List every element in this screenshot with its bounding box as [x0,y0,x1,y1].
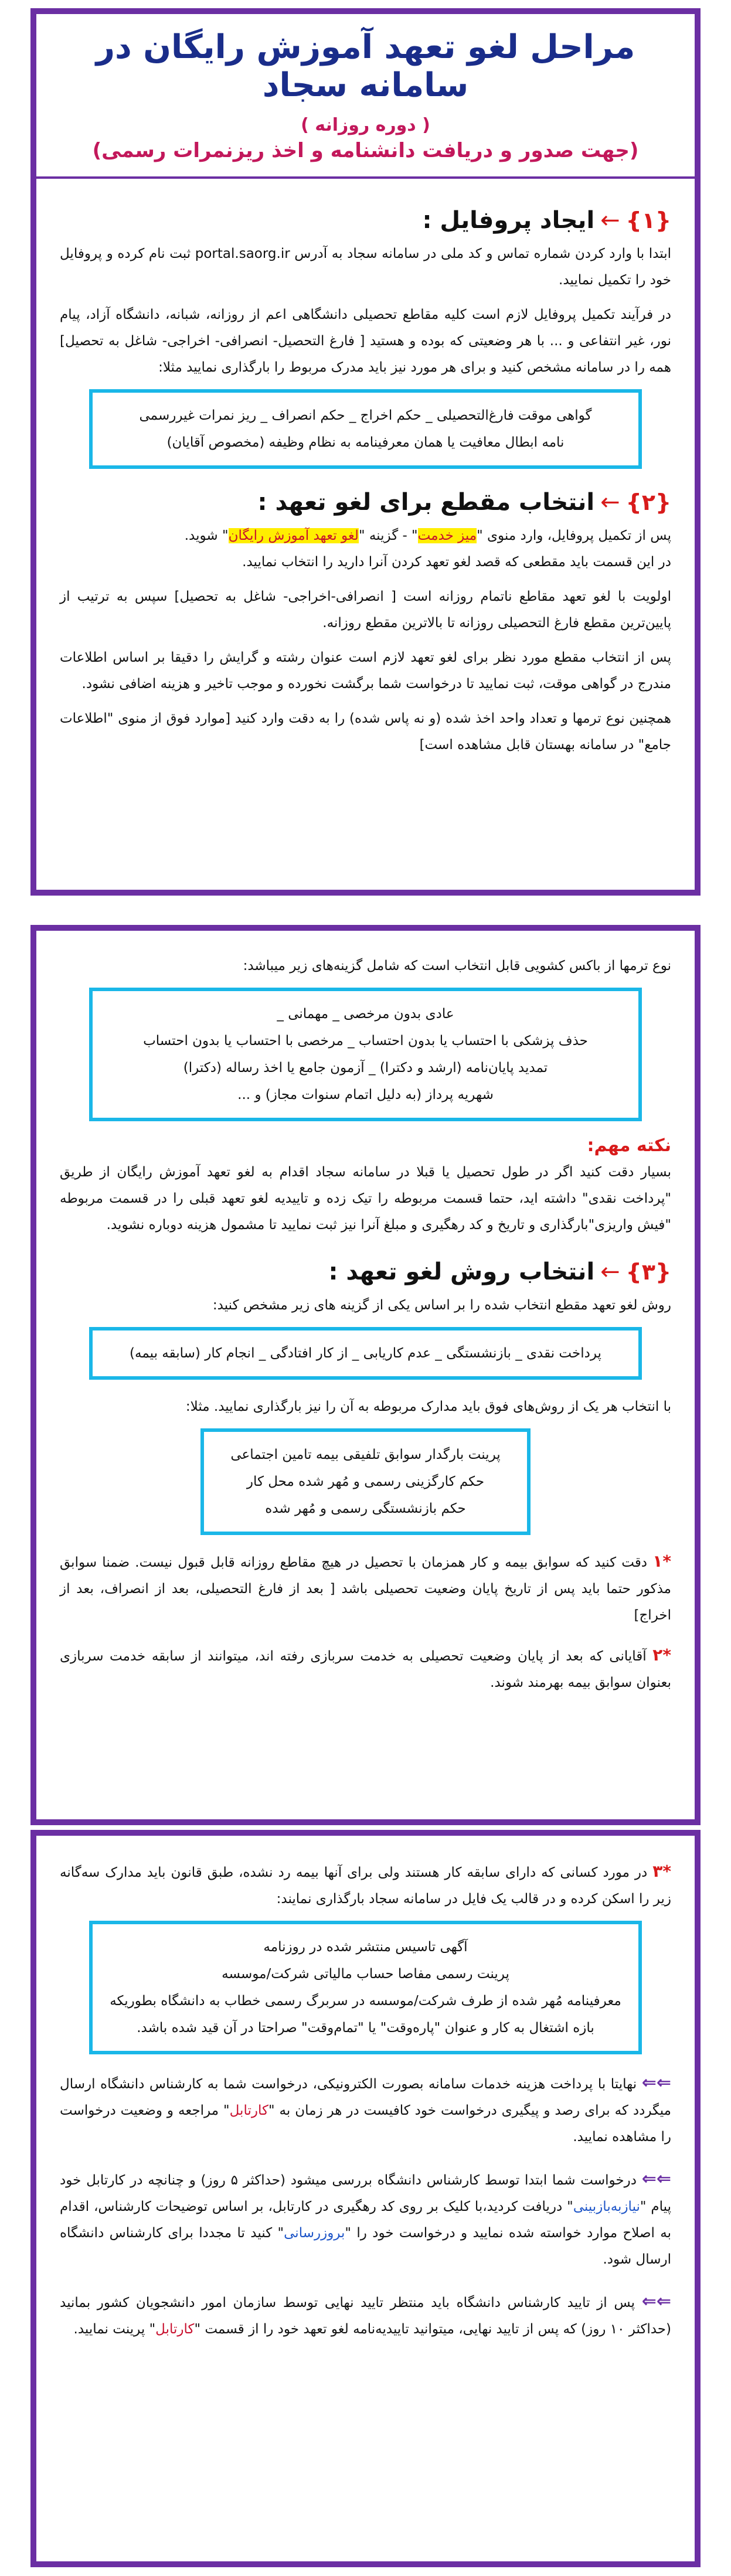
double-arrow-left-icon: ⇐⇐ [641,2291,672,2312]
step2-paragraph-2: اولویت با لغو تعهد مقاطع ناتمام روزانه است [ انصرافی-اخراجی- شاغل به تحصیل] سپس به ترتیب از پایین‌ترین مقطع فارغ التحصیلی روزانه تا بالاترین مقطع روزانه. [60,589,671,631]
text-fragment: " دریافت کردید،با کلیک بر روی کد رهگیری در کارتابل، بر اساس توضیحات کارشناس، اقدام به اصلاح موارد خواسته شده نمایید و درخواست خود را " [60,2199,671,2241]
step2-title: انتخاب مقطع برای لغو تعهد : [257,489,595,516]
arrow-left-icon: ← [600,207,620,234]
menu-name-highlight: میز خدمت [417,528,477,543]
method-doc-line: حکم بازنشستگی رسمی و مُهر شده [265,1501,466,1516]
method-doc-line: پرینت بارگدار سوابق تلفیقی بیمه تامین اجتماعی [230,1447,501,1462]
doc-line: نامه ابطال معافیت یا همان معرفینامه به نظام وظیفه (مخصوص آقایان) [166,435,565,450]
needs-review-text: نیازبه‌بازبینی [573,2199,640,2214]
text-fragment: نهایتا با پرداخت هزینه خدمات سامانه بصورت الکترونیکی، درخواست شما به کارشناس دانشگاه ارسال میگردد که برای رصد و پیگیری درخواست خود کافیست در هر زمان به " [60,2077,671,2118]
subtitle-period: ( دوره روزانه ) [301,115,430,135]
methods-line: پرداخت نقدی _ بازنشستگی _ عدم کاریابی _ از کار افتادگی _ انجام کار (سابقه بیمه) [130,1346,601,1361]
panel-terms [30,925,701,1825]
option-name-highlight: لغو تعهد آموزش رایگان [228,528,359,543]
step2-paragraph-1b: در این قسمت باید مقطعی که قصد لغو تعهد کردن آنرا دارید را انتخاب نمایید. [242,554,671,570]
step3-paragraph-2: با انتخاب هر یک از روش‌های فوق باید مدارک مربوطه به آن را نیز بارگذاری نمایید. مثلا: [185,1399,671,1414]
step2-paragraph-1 [60,523,671,576]
methods-box [89,1327,642,1380]
term-line: عادی بدون مرخصی _ مهمانی _ [277,1006,454,1022]
important-note-text: بسیار دقت کنید اگر در طول تحصیل یا قبلا در سامانه سجاد اقدام به لغو تعهد آموزش رایگان از طریق "پرداخت نقدی" داشته اید، حتما قسمت مربوطه را تیک زده و تاییدیه لغو تعهد قبلی را در قسمت مربوطه "فیش واریزی"بارگذاری و تاریخ و کد رهگیری و مبلغ آنرا نیز ثبت نمایید تا مشمول هزینه دوباره نشوید. [60,1165,671,1233]
method-doc-line: حکم کارگزینی رسمی و مُهر شده محل کار [246,1474,485,1489]
term-types-box [89,988,642,1121]
step1-heading [60,207,671,234]
doc-line: گواهی موقت فارغ‌التحصیلی _ حکم اخراج _ حکم انصراف _ ریز نمرات غیررسمی [139,408,592,423]
text-fragment: " شوید. [184,528,229,543]
panel2-content [36,931,695,1696]
text-fragment: " کنید تا مجددا برای کارشناس دانشگاه ارسال شود. [60,2225,671,2267]
term-types-intro: نوع ترمها از باکس کشویی قابل انتخاب است که شامل گزینه‌های زیر میباشد: [243,958,671,974]
star-note-3 [60,1858,671,1913]
final-step-2 [60,2166,671,2273]
cartable-link-text: کارتابل [229,2103,268,2118]
step3-number: {۳} [625,1259,671,1285]
star-note-1-text: دقت کنید که سوابق بیمه و کار همزمان با تحصیل در هیچ مقاطع روزانه قابل قبول نیست. ضمنا سوابق مذکور حتما باید پس از تاریخ پایان وضعیت تحصیلی باشد [ بعد از فارغ التحصیلی، بعد از انصراف، بعد از اخراج] [60,1555,671,1623]
panel3-content [36,1836,695,2343]
step2-number: {۲} [625,489,671,515]
step3-title: انتخاب روش لغو تعهد : [328,1258,595,1285]
star-note-2-text: آقایانی که بعد از پایان وضعیت تحصیلی به خدمت سربازی رفته اند، میتوانند از سابقه خدمت سربازی بعنوان سوابق بیمه بهرمند شوند. [60,1649,671,1690]
arrow-left-icon: ← [600,1258,620,1285]
step1-documents-box [89,389,642,469]
text-fragment: " - گزینه " [358,528,418,543]
step2-paragraph-3: پس از انتخاب مقطع مورد نظر برای لغو تعهد لازم است عنوان رشته و گرایش را دقیقا بر اساس اطلاعات مندرج در گواهی موقت، ثبت نمایید تا درخواست شما برگشت نخورده و موجب تاخیر و هزینه اضافی نشود. [60,650,671,692]
step3-heading [60,1258,671,1285]
double-arrow-left-icon: ⇐⇐ [641,2169,672,2189]
work-doc-line: آگهی تاسیس منتشر شده در روزنامه [263,1939,468,1955]
term-line: شهریه پرداز (به دلیل اتمام سنوات مجاز) و ... [237,1087,494,1102]
work-doc-line: معرفینامه مُهر شده از طرف شرکت/موسسه در سربرگ رسمی خطاب به دانشگاه بطوریکه [110,1993,621,2009]
term-line: تمدید پایان‌نامه (ارشد و دکترا) _ آزمون جامع یا اخذ رساله (دکترا) [183,1060,548,1076]
term-line: حذف پزشکی با احتساب یا بدون احتساب _ مرخصی با احتساب یا بدون احتساب [143,1033,588,1049]
star-note-1 [60,1548,671,1629]
step1-content [36,179,695,758]
final-step-3 [60,2288,671,2343]
update-text: بروزرسانی [284,2225,345,2241]
star-note-3-text: در مورد کسانی که دارای سابقه کار هستند ولی برای آنها بیمه رد نشده، طبق قانون باید مدارک سه‌گانه زیر را اسکن کرده و در قالب یک فایل در سامانه سجاد بارگذاری نمایند: [60,1865,671,1907]
title-box [36,14,695,179]
panel-final [30,1830,701,2567]
method-docs-box [200,1428,531,1535]
star-note-1-number: *۱ [652,1551,671,1571]
text-fragment: " پرینت نمایید. [73,2322,156,2337]
double-arrow-left-icon: ⇐⇐ [641,2073,672,2093]
step1-number: {۱} [625,207,671,233]
step2-paragraph-4: همچنین نوع ترمها و تعداد واحد اخذ شده (و نه پاس شده) را به دقت وارد کنید [موارد فوق از منوی "اطلاعات جامع" در سامانه بهستان قابل مشاهده است] [60,711,671,753]
work-doc-line: بازه اشتغال به کار و عنوان "پاره‌وقت" یا "تمام‌وقت" صراحتا در آن قید شده باشد. [137,2020,594,2036]
star-note-3-number: *۳ [652,1862,671,1881]
text-fragment: درخواست شما ابتدا توسط کارشناس دانشگاه بررسی میشود (حداکثر ۵ روز) و چنانچه در کارتابل خود پیام " [60,2173,671,2214]
step1-paragraph-2: در فرآیند تکمیل پروفایل لازم است کلیه مقاطع تحصیلی دانشگاهی اعم از روزانه، شبانه، دانشگاه آزاد، پیام نور، غیر انتفاعی و ... با هر وضعیتی که بوده و هستید [ فارغ التحصیل- انصرافی- اخراجی- شاغل به تحصیل] همه را در سامانه مشخص کنید و برای هر مورد نیز باید مدرک مربوط را بارگذاری نمایید مثلا: [60,307,671,375]
cartable-link-text: کارتابل [155,2322,195,2337]
text-fragment: " مراجعه و وضعیت درخواست را مشاهده نمایید. [60,2103,671,2145]
step3-intro: روش لغو تعهد مقطع انتخاب شده را بر اساس یکی از گزینه های زیر مشخص کنید: [212,1298,671,1313]
star-note-2-number: *۲ [652,1645,672,1665]
text-fragment: پس از تایید کارشناس دانشگاه باید منتظر تایید نهایی توسط سازمان امور دانشجویان کشور بمانید (حداکثر ۱۰ روز) که پس از تایید نهایی، میتوانید تاییدیه‌نامه لغو تعهد خود را از قسمت " [60,2295,671,2337]
work-doc-line: پرینت رسمی مفاصا حساب مالیاتی شرکت/موسسه [222,1966,509,1982]
star-note-2 [60,1642,671,1696]
page-title: مراحل لغو تعهد آموزش رایگان در سامانه سجاد [96,28,635,104]
work-docs-box [89,1921,642,2054]
step2-heading [60,489,671,516]
text-fragment: پس از تکمیل پروفایل، وارد منوی " [477,528,671,543]
step1-title: ایجاد پروفایل : [422,207,595,234]
final-step-1 [60,2070,671,2150]
important-note-title: نکته مهم: [587,1135,671,1156]
subtitle-purpose: (جهت صدور و دریافت دانشنامه و اخذ ریزنمرات رسمی) [92,139,639,162]
panel-intro [30,8,701,896]
step1-paragraph-1: ابتدا با وارد کردن شماره تماس و کد ملی در سامانه سجاد به آدرس portal.saorg.ir ثبت نام کرده و پروفایل خود را تکمیل نمایید. [60,246,671,288]
arrow-left-icon: ← [600,489,620,516]
